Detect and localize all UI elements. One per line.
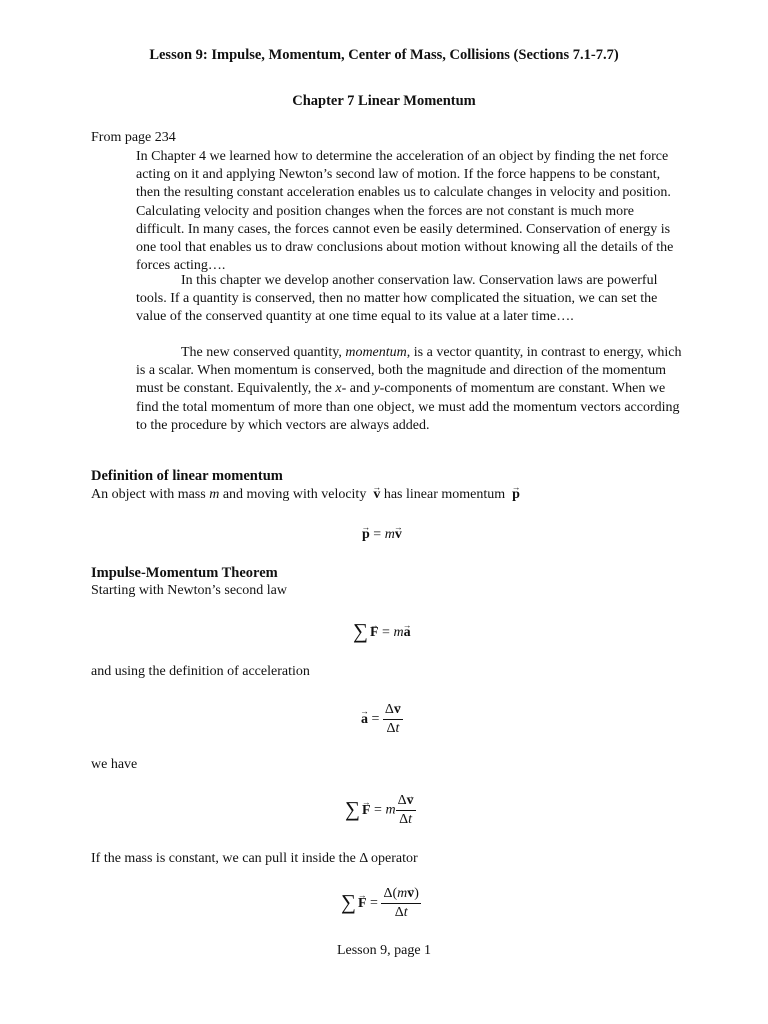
newton-second-law-equation: ∑ F → = ma →	[353, 619, 411, 644]
definition-heading: Definition of linear momentum	[91, 468, 283, 484]
we-have-text: we have	[91, 757, 138, 772]
intro-paragraph-2	[136, 272, 682, 327]
acceleration-equation: a → = $\frac{\Delta v \to}{\Delta t}$	[361, 701, 403, 738]
constant-mass-text: If the mass is constant, we can pull it inside the Δ operator	[91, 851, 418, 866]
intro-paragraph-2-text: In this chapter we develop another conservation law. Conservation laws are powerful tools. If a quantity is conserved, then no matter how complicated the situation, we can set the value of the conserved quantity at one time equal to its value at a later time….	[136, 273, 658, 325]
chapter-title: Chapter 7 Linear Momentum	[292, 93, 476, 109]
momentum-equation: p → = mv →	[362, 527, 402, 543]
theorem-heading: Impulse-Momentum Theorem	[91, 565, 278, 581]
definition-sentence: An object with mass m and moving with velocity v → has linear momentum p →	[91, 487, 520, 503]
sum-symbol: ∑	[353, 619, 368, 643]
force-mass-equation: ∑ F → = m $\frac{\Delta v \to}{\Delta t}$	[345, 792, 416, 829]
velocity-vector-symbol: v →	[373, 487, 380, 503]
momentum-term: momentum	[345, 345, 407, 360]
acceleration-definition-text: and using the definition of acceleration	[91, 664, 310, 679]
from-page-note: From page 234	[91, 130, 176, 145]
theorem-intro-text: Starting with Newton’s second law	[91, 583, 287, 598]
lesson-title: Lesson 9: Impulse, Momentum, Center of Mass, Collisions (Sections 7.1-7.7)	[149, 47, 619, 63]
intro-paragraph-3: The new conserved quantity, momentum, is a vector quantity, in contrast to energy, which is a scalar. When momentum is conserved, both the magnitude and direction of the momentum must be constant. Equivalently, the x- and y-components of momentum are constant. When we find the total momentum of more than one object, we must add the momentum vectors according to the procedure by which vectors are always added.	[136, 345, 682, 433]
intro-paragraph-1: In Chapter 4 we learned how to determine the acceleration of an object by finding the net force acting on it and applying Newton’s second law of motion. If the force happens to be constant, then the resulting constant acceleration enables us to calculate changes in velocity and position. Calculating velocity and position changes when the forces are not constant is much more difficult. In many cases, the forces cannot even be easily determined. Conservation of energy is one tool that enables us to draw conclusions about motion without knowing all the details of the forces acting….	[136, 149, 674, 274]
force-momentum-equation: ∑ F → = $\frac{\Delta(mv \to)}{\Delta t}$	[341, 885, 421, 922]
momentum-vector-symbol: p →	[512, 487, 520, 503]
page-footer: Lesson 9, page 1	[336, 943, 432, 958]
